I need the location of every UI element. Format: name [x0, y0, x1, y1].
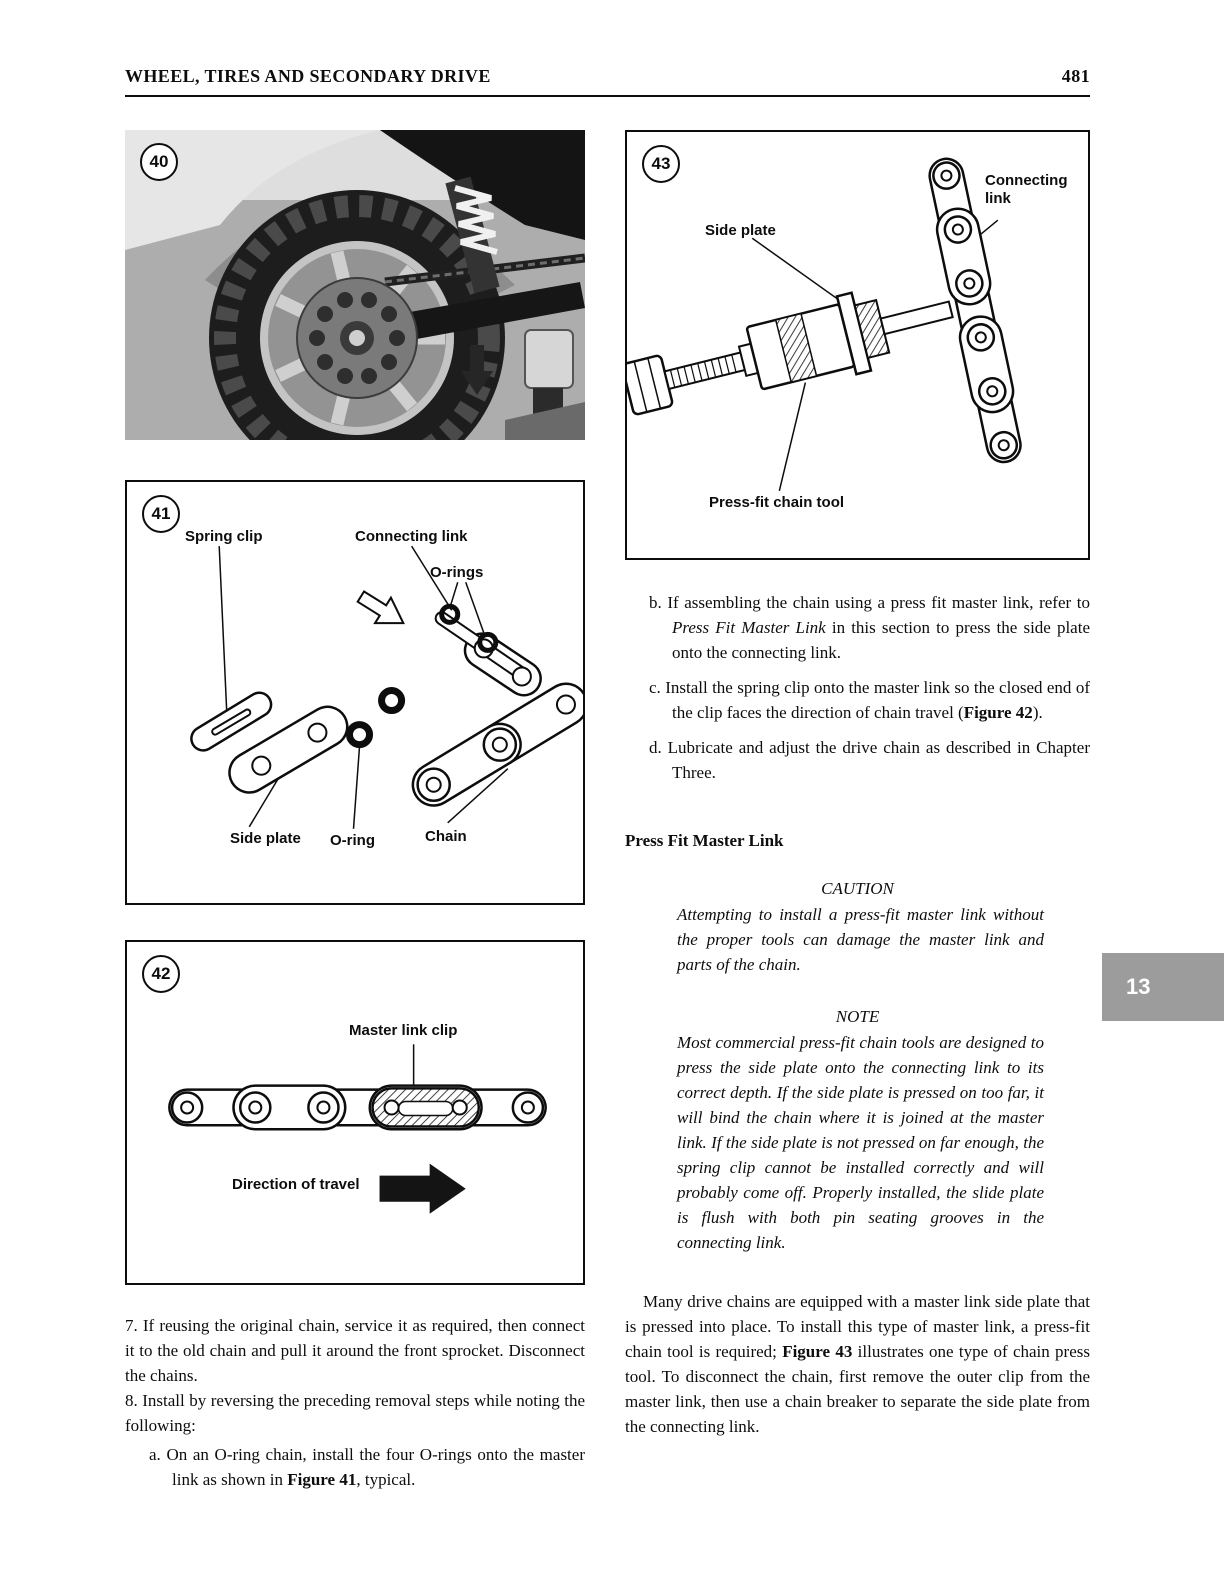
press-fit-master-link-reference: Press Fit Master Link — [672, 618, 826, 637]
note-title: NOTE — [835, 1007, 880, 1026]
figure-43-number-badge: 43 — [642, 145, 680, 183]
press-tool — [627, 270, 960, 428]
label-chain: Chain — [425, 828, 467, 845]
side-plate-part — [249, 724, 327, 775]
figure-41-reference: Figure 41 — [287, 1470, 357, 1489]
figure-42 — [125, 940, 585, 1285]
item-c-tail: ). — [1032, 703, 1043, 722]
label-o-rings: O-rings — [430, 564, 484, 581]
item-b-tail: in this section to press the side plate onto the connecting link. — [672, 618, 1090, 662]
section-heading: Press Fit Master Link — [625, 831, 784, 850]
label-direction-of-travel: Direction of travel — [232, 1176, 360, 1193]
figure-40-number-badge: 40 — [140, 143, 178, 181]
page-number: 481 — [1061, 66, 1090, 86]
push-pin — [881, 302, 953, 335]
label-o-ring: O-ring — [330, 832, 375, 849]
figure-40-photo — [125, 130, 585, 440]
item-c — [625, 675, 1090, 725]
figure-43 — [625, 130, 1090, 560]
step-8: 8. Install by reversing the preceding removal steps while noting the following: — [125, 1391, 585, 1435]
label-master-link-clip: Master link clip — [349, 1022, 458, 1039]
step-8a-text: a. On an O-ring chain, install the four O-rings onto the master link as shown in — [149, 1445, 585, 1489]
label-connecting-link: Connecting link — [985, 172, 1068, 207]
o-ring-part — [382, 690, 402, 710]
closing-tail: illustrates one type of chain press tool. To disconnect the chain, first remove the outer clip from the master link, then use a chain breaker to separate the side plate from the connecting link. — [625, 1342, 1090, 1436]
label-spring-clip: Spring clip — [185, 528, 263, 545]
left-column — [125, 130, 585, 1492]
figure-43-reference: Figure 43 — [782, 1342, 853, 1361]
right-column — [625, 130, 1090, 1439]
item-b — [625, 590, 1090, 665]
figure-42-number-badge: 42 — [142, 955, 180, 993]
o-ring-part — [349, 725, 369, 745]
label-connecting-link: Connecting link — [355, 528, 468, 545]
running-title: WHEEL, TIRES AND SECONDARY DRIVE — [125, 66, 491, 86]
caution-title: CAUTION — [821, 879, 894, 898]
figure-42-reference: Figure 42 — [963, 703, 1033, 722]
page-header — [125, 66, 1090, 97]
label-side-plate: Side plate — [705, 222, 776, 239]
brake-assembly — [525, 330, 573, 388]
closing-paragraph — [625, 1289, 1090, 1439]
connecting-link-part — [442, 606, 531, 685]
o-ring-on-pin — [442, 606, 458, 622]
assembly-arrow-icon — [353, 584, 411, 636]
step-8a — [125, 1442, 585, 1492]
direction-arrow-icon — [380, 1164, 466, 1214]
figure-40 — [125, 130, 585, 440]
item-c-text: c. Install the spring clip onto the master link so the closed end of the clip faces the direction of chain travel ( — [649, 678, 1090, 722]
item-b-text: b. If assembling the chain using a press fit master link, refer to — [649, 593, 1090, 612]
figure-42-drawing — [127, 942, 583, 1283]
figure-41-number-badge: 41 — [142, 495, 180, 533]
note-block — [625, 1007, 1090, 1255]
label-side-plate: Side plate — [230, 830, 301, 847]
figure-41 — [125, 480, 585, 905]
closing-text: Many drive chains are equipped with a master link side plate that is pressed into place. To install this type of master link, a press-fit chain tool is required; — [625, 1292, 1090, 1361]
chapter-tab: 13 — [1102, 953, 1224, 1021]
chain-part — [418, 696, 575, 801]
step-7: 7. If reusing the original chain, service it as required, then connect it to the old chain and pull it around the front sprocket. Disconnect the chains. — [125, 1316, 585, 1385]
item-d: d. Lubricate and adjust the drive chain as described in Chapter Three. — [649, 738, 1090, 782]
note-body: Most commercial press-fit chain tools are designed to press the side plate onto the connecting link to its correct depth. If the side plate is pressed on too far, it will bind the chain where it is joined at the master link. If the side plate is not pressed on far enough, the spring clip cannot be installed correctly and will probably come off. Properly installed, the slide plate is flush with both pin seating grooves in the connecting link. — [677, 1033, 1044, 1252]
chain-side-view — [172, 1088, 543, 1126]
label-press-fit-chain-tool: Press-fit chain tool — [709, 494, 845, 511]
spring-clip-part — [203, 705, 259, 739]
caution-block — [625, 879, 1090, 977]
step-8a-tail: , typical. — [356, 1470, 416, 1489]
caution-body: Attempting to install a press-fit master link without the proper tools can damage the master link and parts of the chain. — [677, 905, 1044, 974]
